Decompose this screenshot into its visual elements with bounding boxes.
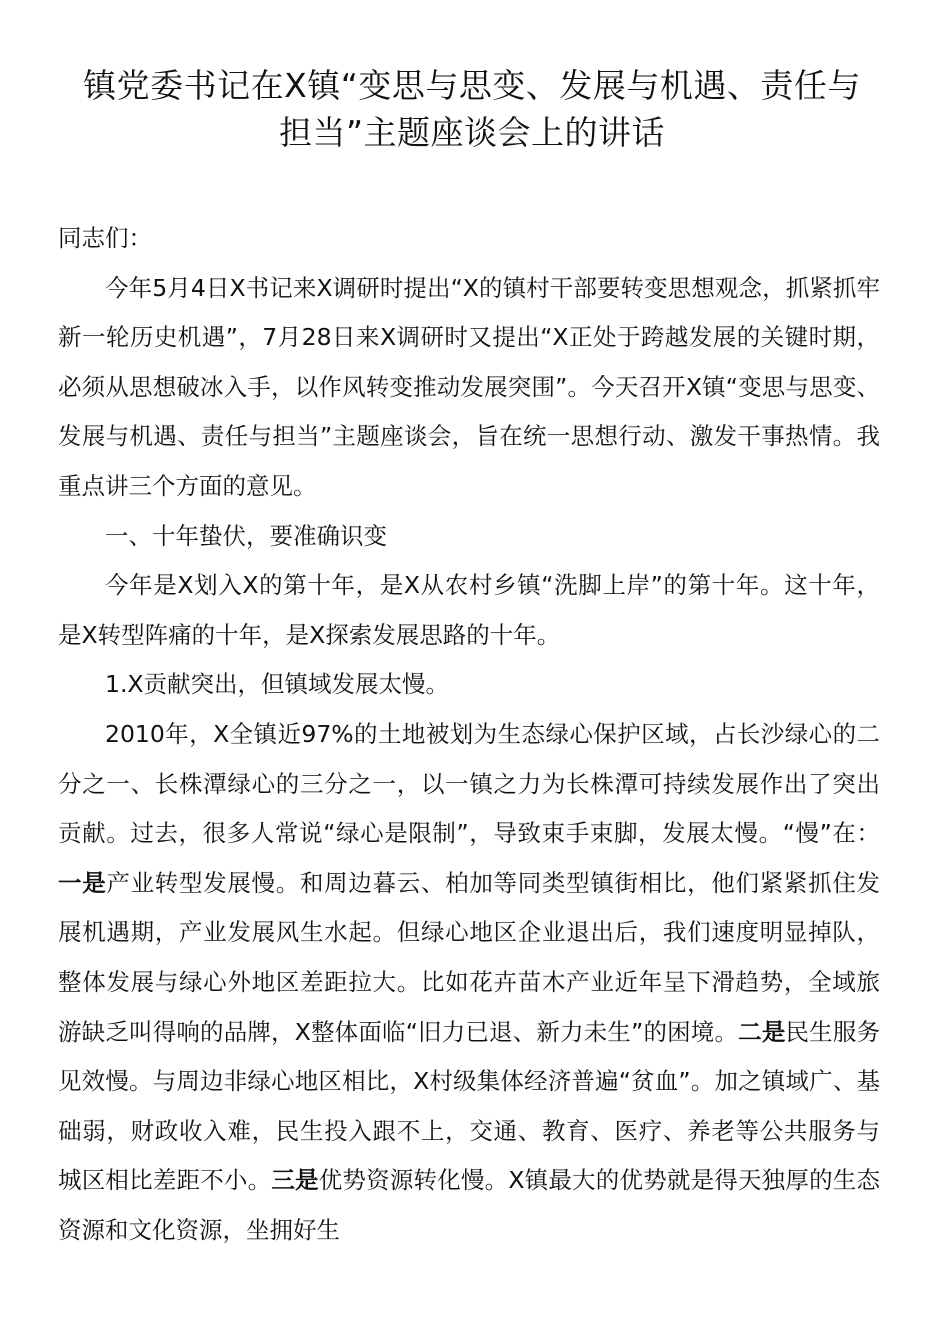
subheading-1: 1.X贡献突出，但镇域发展太慢。 xyxy=(105,670,450,699)
document-body xyxy=(58,214,880,1255)
body-text-b: 产业转型发展慢。和周边暮云、柏加等同类型镇街相比，他们紧紧抓住发展机遇期，产业发展风生水起。但绿心地区企业退出后，我们速度明显掉队，整体发展与绿心外地区差距拉大。比如花卉苗木产业近年呈下滑趋势，全域旅游缺乏叫得响的品牌，X整体面临“旧力已退、新力未生”的困境。 xyxy=(58,868,881,1046)
point-two-label: 二是 xyxy=(738,1017,786,1046)
body-text-d: 优势资源转化慢。X镇最大的优势就是得天独厚的生态资源和文化资源，坐拥好生 xyxy=(58,1166,880,1244)
salutation: 同志们： xyxy=(58,224,152,252)
body-text-c: 民生服务见效慢。与周边非绿心地区相比，X村级集体经济普遍“贫血”。加之镇域广、基础弱，财政收入难，民生投入跟不上，交通、教育、医疗、养老等公共服务与城区相比差距不小。 xyxy=(58,1017,881,1195)
intro-paragraph: 今年5月4日X书记来X调研时提出“X的镇村干部要转变思想观念，抓紧抓牢新一轮历史机遇”，7月28日来X调研时又提出“X正处于跨越发展的关键时期，必须从思想破冰入手，以作风转变推动发展突围”。今天召开X镇“变思与思变、发展与机遇、责任与担当”主题座谈会，旨在统一思想行动、激发干事热情。我重点讲三个方面的意见。 xyxy=(58,273,880,500)
document-title: 镇党委书记在X镇“变思与思变、发展与机遇、责任与担当”主题座谈会上的讲话 xyxy=(83,66,861,152)
section-one-heading: 一、十年蛰伏，要准确识变 xyxy=(105,521,387,550)
section-one-paragraph: 今年是X划入X的第十年，是X从农村乡镇“洗脚上岸”的第十年。这十年，是X转型阵痛的十年，是X探索发展思路的十年。 xyxy=(58,571,880,649)
point-one-label: 一是 xyxy=(58,868,107,897)
body-paragraph xyxy=(58,710,880,1256)
point-three-label: 三是 xyxy=(271,1166,319,1195)
body-text-a: 2010年，X全镇近97%的土地被划为生态绿心保护区域，占长沙绿心的二分之一、长株潭绿心的三分之一，以一镇之力为长株潭可持续发展作出了突出贡献。过去，很多人常说“绿心是限制”，导致束手束脚，发展太慢。“慢”在： xyxy=(58,719,880,848)
